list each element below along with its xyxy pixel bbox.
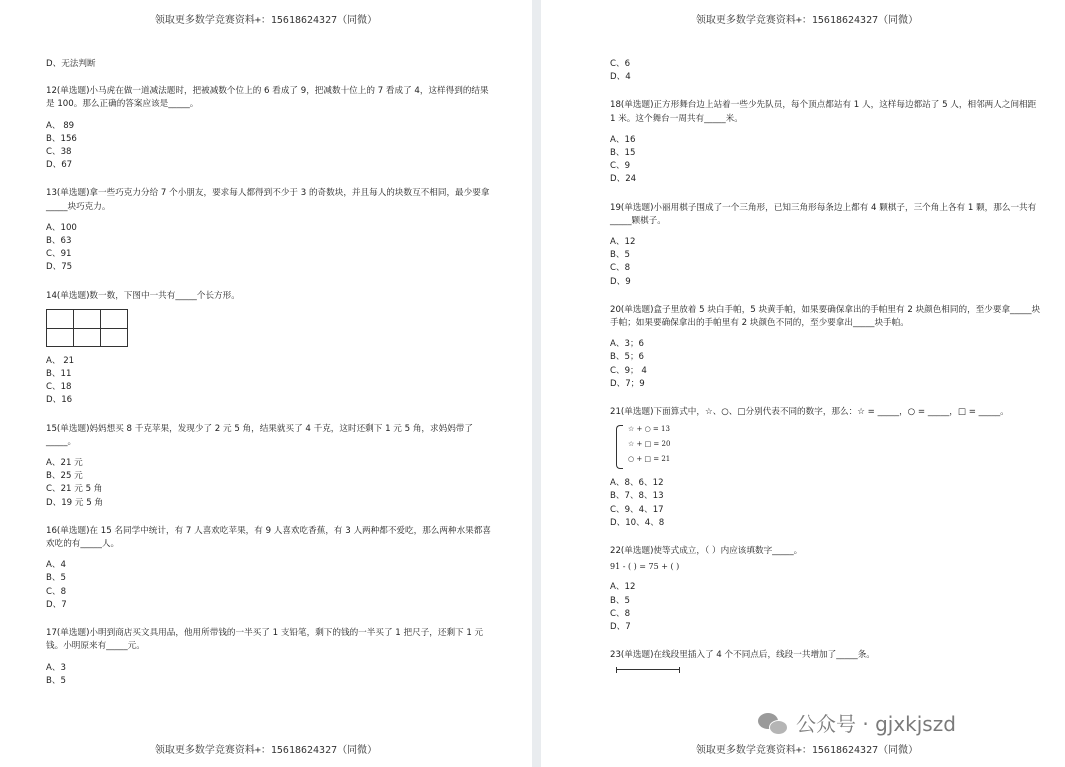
question-19: 19(单选题)小丽用棋子围成了一个三角形，已知三角形每条边上都有 4 颗棋子，三个角上各有 1 颗，那么一共有_____颗棋子。 [610,202,1037,226]
carry-options [610,58,1043,84]
question-20: 20(单选题)盒子里放着 5 块白手帕，5 块黄手帕，如果要确保拿出的手帕里有 2 块颜色相同的，至少要拿_____块手帕；如果要确保拿出的手帕里有 2 块颜色不同的，至少要拿出_____块手帕。 [610,304,1041,329]
line-segment-figure [616,669,680,670]
page-footer: 领取更多数学竞赛资料+：15618624327（同微） [695,745,919,756]
option-16-c: C、8 [46,586,67,597]
option-13-c: C、91 [46,249,72,260]
options-18 [610,134,1043,187]
option-18-a: A、16 [610,134,636,145]
option-19-a: A、12 [610,237,636,248]
question-14: 14(单选题)数一数，下图中一共有_____个长方形。 [46,290,240,301]
question-22: 22(单选题)使等式成立，（ ）内应该填数字_____。 [610,546,803,557]
option-21-c: C、9、4、17 [610,504,664,515]
question-18: 18(单选题)正方形舞台边上站着一些少先队员，每个顶点都站有 1 人，这样每边都站了 5 人，相邻两人之间相距 1 米。这个舞台一周共有_____米。 [610,100,1037,124]
option-18-b: B、15 [610,148,636,159]
option-19-b: B、5 [610,250,630,261]
page-content [46,58,492,703]
option-20-b: B、5；6 [610,352,645,363]
rectangle-grid-figure [46,309,128,347]
options-16 [46,559,492,612]
options-21 [610,477,1043,530]
option-17-b: B、5 [46,675,66,686]
option-15-d: D、19 元 5 角 [46,497,103,508]
page-content [610,58,1043,670]
option-13-d: D、75 [46,262,73,273]
option-20-c: C、9； 4 [610,365,647,376]
option-14-c: C、18 [46,382,72,393]
equation-system-figure [616,423,1043,469]
option-12-a: A、 89 [46,120,75,131]
options-19 [610,236,1043,289]
option-13-b: B、63 [46,236,72,247]
options-14 [46,355,492,408]
option-22-d: D、7 [610,622,631,633]
option-18-d: D、24 [610,174,637,185]
option-19-d: D、9 [610,276,631,287]
option-14-b: B、11 [46,369,72,380]
options-22 [610,581,1043,634]
question-23: 23(单选题)在线段里插入了 4 个不同点后，线段一共增加了_____条。 [610,650,875,661]
option-20-a: A、3；6 [610,339,645,350]
option-19-c: C、8 [610,263,631,274]
page-header: 领取更多数学竞赛资料+：15618624327（同微） [695,15,919,26]
options-20 [610,338,1043,391]
question-21: 21(单选题)下面算式中，☆、○、□分别代表不同的数字，那么：☆ = _____，○ = _____，□ = _____。 [610,407,1009,418]
equation-1: ☆ + ○ = 13 [628,425,670,434]
option-21-a: A、8、6、12 [610,478,664,489]
carry-option-c: C、6 [610,59,631,69]
option-12-c: C、38 [46,147,72,158]
option-16-b: B、5 [46,573,66,584]
equation-expression: 91 - ( ) = 75 + ( ) [610,562,680,572]
question-13: 13(单选题)拿一些巧克力分给 7 个小朋友，要求每人都得到不少于 3 的奇数块，并且每人的块数互不相同，最少要拿_____块巧克力。 [46,188,490,212]
option-12-b: B、156 [46,133,77,144]
option-17-a: A、3 [46,662,66,673]
brace [616,425,623,469]
options-17 [46,662,492,688]
option-22-a: A、12 [610,582,636,593]
option-22-c: C、8 [610,608,631,619]
wechat-icon [758,711,788,735]
question-12: 12(单选题)小马虎在做一道减法题时，把被减数个位上的 6 看成了 9，把减数十位上的 7 看成了 4，这样得到的结果是 100。那么正确的答案应该是_____。 [46,86,489,110]
question-15: 15(单选题)妈妈想买 8 千克苹果，发现少了 2 元 5 角，结果就买了 4 千克，这时还剩下 1 元 5 角，求妈妈带了_____。 [46,423,473,447]
watermark-text: 公众号 · gjxkjszd [796,712,956,736]
option-14-a: A、 21 [46,355,75,366]
option-13-a: A、100 [46,222,77,233]
option-21-d: D、10、4、8 [610,517,665,528]
option-20-d: D、7；9 [610,378,645,389]
equation-2: ☆ + □ = 20 [628,440,671,449]
option-15-a: A、21 元 [46,458,83,469]
option-21-b: B、7、8、13 [610,491,664,502]
option-22-b: B、5 [610,595,630,606]
question-16: 16(单选题)在 15 名同学中统计，有 7 人喜欢吃苹果，有 9 人喜欢吃香蕉，有 3 人两种都不爱吃，那么两种水果都喜欢吃的有_____人。 [46,525,491,550]
options-12 [46,120,492,173]
options-15 [46,457,492,510]
option-14-d: D、16 [46,395,73,406]
option-18-c: C、9 [610,161,631,172]
option-16-d: D、7 [46,599,67,610]
option-15-b: B、25 元 [46,471,83,482]
equation-3: ○ + □ = 21 [628,455,671,464]
options-13 [46,222,492,275]
document-page-right [541,0,1065,767]
carry-option: D、无法判断 [46,59,96,69]
page-header: 领取更多数学竞赛资料+：15618624327（同微） [154,15,378,26]
question-17: 17(单选题)小明到商店买文具用品，他用所带钱的一半买了 1 支铅笔，剩下的钱的一半买了 1 把尺子，还剩下 1 元钱。小明原来有_____元。 [46,628,484,652]
option-12-d: D、67 [46,160,73,171]
option-16-a: A、4 [46,560,66,571]
page-footer: 领取更多数学竞赛资料+：15618624327（同微） [154,745,378,756]
option-15-c: C、21 元 5 角 [46,484,103,495]
wechat-watermark [758,708,956,737]
document-page-left [0,0,532,767]
carry-option-d: D、4 [610,72,631,83]
